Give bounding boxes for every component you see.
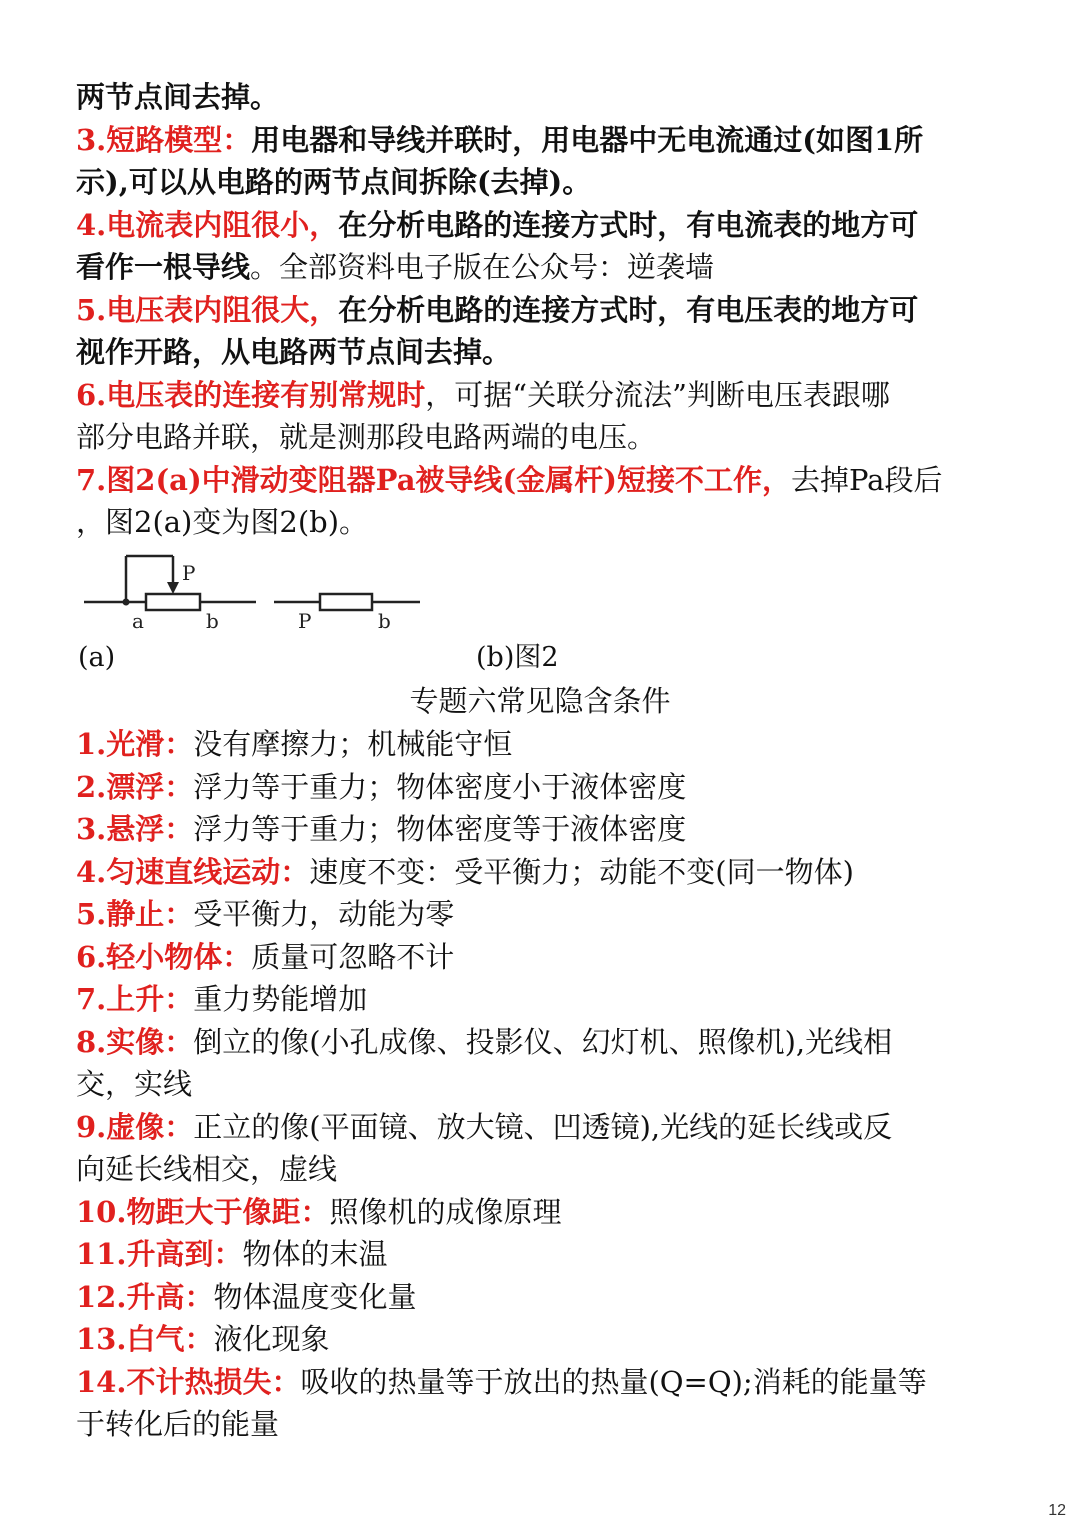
item-5-cont [76,331,1016,374]
item-7-heading: 7.图2(a)中滑动变阻器Pa被导线(金属杆)短接不工作， [76,462,791,497]
condition-item [76,978,1016,1021]
condition-heading: 9.虚像： [76,1109,194,1144]
condition-body: 物体的末温 [242,1237,388,1271]
item-4-note: 。全部资料电子版在公众号：逆袭墙 [250,250,715,284]
condition-body: 速度不变：受平衡力；动能不变(同一物体) [309,854,854,889]
top-text-block [76,76,1016,544]
condition-heading: 2.漂浮： [76,769,194,804]
condition-body: 质量可忽略不计 [251,939,455,974]
item-7-body: 去掉Pa段后 [790,462,943,497]
condition-body: 物体温度变化量 [213,1279,417,1314]
circuit-a [84,556,256,633]
condition-continuation [76,1148,1016,1191]
condition-item [76,1318,1016,1361]
condition-continuation [76,1063,1016,1106]
item-6-heading: 6.电压表的连接有别常规时 [76,377,426,412]
condition-body: 没有摩擦力；机械能守恒 [193,727,513,761]
caption-a [78,637,115,679]
item-5-continuation: 视作开路，从电路两节点间去掉。 [76,335,512,369]
condition-heading: 3.悬浮： [76,812,194,846]
condition-item [76,1191,1016,1234]
caption-a-text: (a) [78,642,116,673]
item-4-cont [76,246,1016,289]
page-number-text: 12 [1048,1502,1066,1519]
circuit-b [274,594,420,633]
rheostat-b [320,594,372,610]
condition-body: 照像机的成像原理 [329,1194,562,1229]
condition-heading: 1.光滑： [76,727,194,761]
figure-2-circuits [76,548,1016,642]
condition-heading: 14.不计热损失： [76,1364,301,1399]
item-3-cont [76,161,1016,204]
item-4-heading: 4.电流表内阻很小， [76,207,339,242]
circuit-diagram [76,548,456,642]
label-b-b: b [378,609,391,633]
item-7-continuation: ，图2(a)变为图2(b)。 [76,505,369,539]
item-6-cont [76,416,1016,459]
label-b-a: b [206,609,219,633]
condition-item [76,1106,1016,1149]
item-6-body: ，可据“关联分流法”判断电压表跟哪 [425,377,890,412]
condition-item [76,766,1016,809]
condition-heading: 4.匀速直线运动： [76,854,310,889]
conditions-list [76,723,1016,1446]
condition-body: 浮力等于重力；物体密度小于液体密度 [193,769,687,804]
condition-continuation-text: 向延长线相交，虚线 [76,1152,338,1186]
condition-item [76,936,1016,979]
item-3-body: 用电器和导线并联时，用电器中无电流通过(如图1所 [251,122,924,157]
condition-body: 正立的像(平面镜、放大镜、凹透镜),光线的延长线或反 [193,1109,893,1144]
line-continuation [76,76,1016,119]
caption-b [476,637,559,679]
item-6-continuation: 部分电路并联，就是测那段电路两端的电压。 [76,420,657,454]
condition-item [76,723,1016,766]
junction-dot [123,599,130,606]
condition-heading: 6.轻小物体： [76,939,252,974]
slider-arrow [167,582,179,594]
item-5 [76,289,1016,332]
continuation-text: 两节点间去掉。 [76,80,280,114]
condition-body: 受平衡力，动能为零 [193,897,455,931]
condition-item [76,893,1016,936]
item-5-heading: 5.电压表内阻很大， [76,292,339,327]
section-title-text: 专题六常见隐含条件 [409,684,671,718]
item-4 [76,204,1016,247]
condition-body: 液化现象 [213,1322,330,1356]
item-3-continuation: 示),可以从电路的两节点间拆除(去掉)。 [76,165,592,199]
item-6 [76,374,1016,417]
condition-item [76,1276,1016,1319]
condition-heading: 10.物距大于像距： [76,1194,330,1229]
label-a: a [132,609,144,633]
condition-continuation-text: 于转化后的能量 [76,1407,280,1441]
condition-item [76,1361,1016,1404]
item-7 [76,459,1016,502]
condition-heading: 12.升高： [76,1279,214,1314]
condition-item [76,1233,1016,1276]
item-3-heading: 3.短路模型： [76,122,252,157]
condition-heading: 13.白气： [76,1322,214,1356]
condition-heading: 8.实像： [76,1024,194,1059]
rheostat-a [146,594,200,610]
condition-heading: 7.上升： [76,982,194,1016]
condition-item [76,808,1016,851]
condition-heading: 11.升高到： [76,1237,243,1271]
item-4-body: 在分析电路的连接方式时，有电流表的地方可 [338,207,919,242]
condition-item [76,1021,1016,1064]
condition-body: 浮力等于重力；物体密度等于液体密度 [193,812,687,846]
item-5-body: 在分析电路的连接方式时，有电压表的地方可 [338,292,919,327]
condition-body: 重力势能增加 [193,982,368,1016]
condition-continuation-text: 交，实线 [76,1067,193,1101]
item-7-cont [76,501,1016,544]
condition-body: 倒立的像(小孔成像、投影仪、幻灯机、照像机),光线相 [193,1024,893,1059]
page-number [1048,1502,1066,1520]
condition-item [76,851,1016,894]
label-p-b: P [298,609,312,633]
condition-heading: 5.静止： [76,897,194,931]
label-p-a: P [182,561,196,585]
condition-body: 吸收的热量等于放出的热量(Q=Q);消耗的能量等 [300,1364,927,1399]
item-3 [76,119,1016,162]
condition-continuation [76,1403,1016,1446]
section-title [0,680,1080,722]
item-4-continuation: 看作一根导线 [76,250,251,284]
caption-b-text: (b)图2 [476,642,559,673]
